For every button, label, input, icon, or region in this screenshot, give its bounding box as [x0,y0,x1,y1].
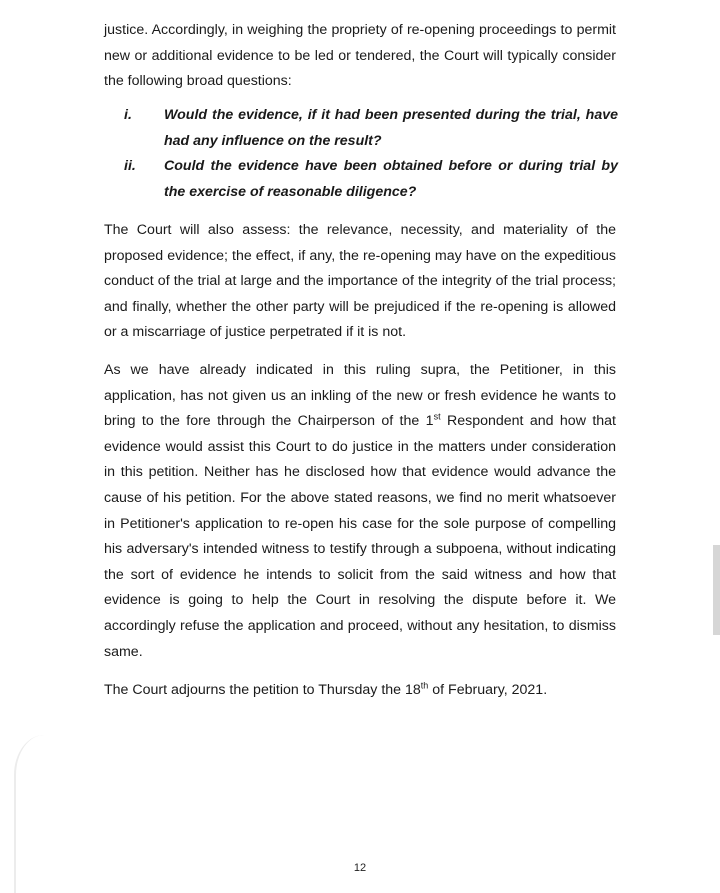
ruling-text-start: As we have already indicated in this ruling supra, the Petitioner, in this application, has not given us an inkling of the new or fresh evidence he wants to bring to the fore through the Chairperson of the 1 [104,362,616,430]
question-number: i. [124,107,132,123]
paragraph-intro: justice. Accordingly, in weighing the propriety of re-opening proceedings to permit new or additional evidence to be led or tendered, the Court will typically consider the following broad questions: [104,22,616,90]
ruling-text-end: Respondent and how that evidence would assist this Court to do justice in the matters under consideration in this petition. Neither has he disclosed how that evidence would advance the cause of his petition. For the above stated reasons, we find no merit whatsoever in Petitioner's application to re-open his case for the sole purpose of compelling his adversary's intended witness to testify through a subpoena, without indicating the sort of evidence he intends to solicit from the said witness and how that evidence is going to help the Court in resolving the dispute before it. We accordingly refuse the application and proceed, without any hesitation, to dismiss same. [104,413,616,660]
scrollbar-thumb[interactable] [713,545,720,635]
question-text: Would the evidence, if it had been presented during the trial, have had any influence on the result? [164,107,618,149]
question-item [124,103,618,154]
ordinal-suffix: st [433,411,441,422]
page-curl-shadow [14,735,56,893]
adjournment-text-start: The Court adjourns the petition to Thursday the 18 [104,682,421,698]
question-text: Could the evidence have been obtained before or during trial by the exercise of reasonable diligence? [164,158,618,200]
paragraph-assessment: The Court will also assess: the relevance, necessity, and materiality of the proposed evidence; the effect, if any, the re-opening may have on the expeditious conduct of the trial at large and the importance of the integrity of the trial process; and finally, whether the other party will be prejudiced if the re-opening is allowed or a miscarriage of justice perpetrated if it is not. [104,222,616,341]
adjournment-text-end: of February, 2021. [428,682,548,698]
paragraph-adjournment [104,678,616,704]
questions-list [124,103,618,205]
ordinal-suffix: th [420,680,429,691]
question-number: ii. [124,158,136,175]
question-item [124,154,618,205]
page-number: 12 [353,862,367,874]
paragraph-ruling [104,358,616,665]
